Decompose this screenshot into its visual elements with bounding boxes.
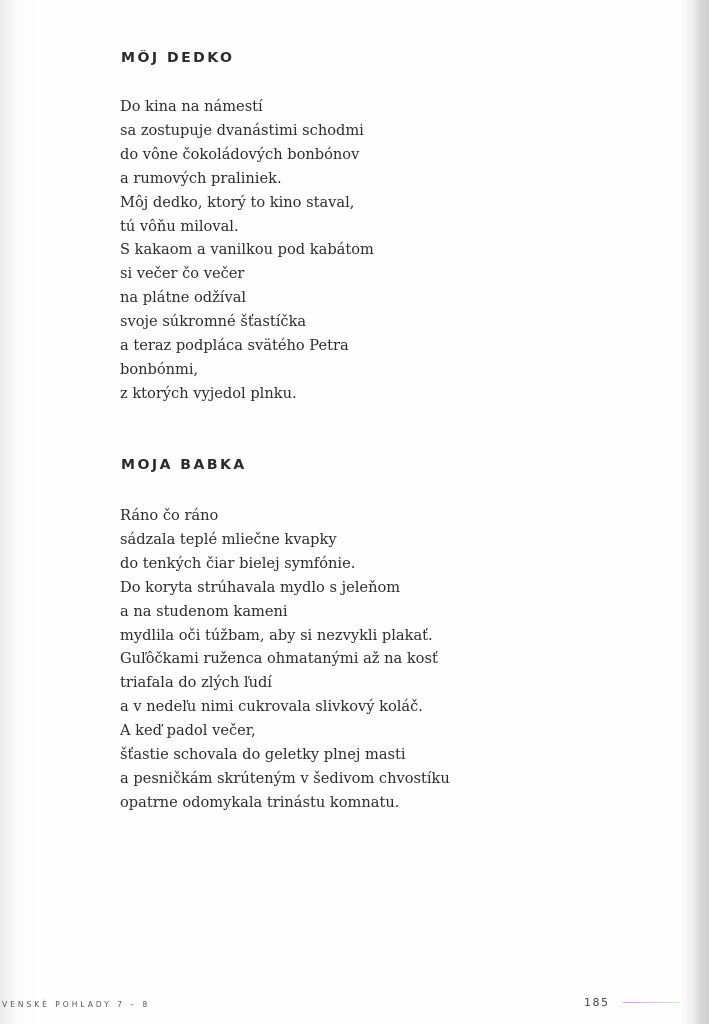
footer-rule — [623, 1002, 679, 1003]
poem-line: do tenkých čiar bielej symfónie. — [120, 554, 356, 572]
page-number: 185 — [584, 996, 610, 1009]
poem-title: MOJA BABKA — [121, 458, 247, 473]
poem-line: a na studenom kameni — [120, 602, 288, 620]
poem-body — [120, 504, 450, 815]
poem-line: S kakaom a vanilkou pod kabátom — [120, 241, 374, 259]
poem-line: sádzala teplé mliečne kvapky — [120, 530, 337, 548]
poem-line: Do kina na námestí — [120, 98, 263, 115]
poem-line: z ktorých vyjedol plnku. — [120, 384, 297, 402]
poem-line: a rumových praliniek. — [120, 169, 282, 187]
poem-line: opatrne odomykala trinástu komnatu. — [120, 793, 400, 811]
poem-line: Ráno čo ráno — [120, 507, 219, 524]
poem-line: si večer čo večer — [120, 265, 245, 283]
poem-line: šťastie schovala do geletky plnej masti — [120, 746, 406, 764]
poem-line: triafala do zlých ľudí — [120, 674, 272, 692]
poem-line: tú vôňu miloval. — [120, 217, 239, 235]
poem-line: a v nedeľu nimi cukrovala slivkový koláč. — [120, 698, 423, 716]
poem-line: Môj dedko, ktorý to kino staval, — [120, 193, 355, 211]
poem-line: a pesničkám skrúteným v šedivom chvostíku — [120, 769, 450, 787]
poem-line: bonbónmi, — [120, 360, 199, 378]
poem-line: svoje súkromné šťastíčka — [120, 313, 307, 331]
poem-line: mydlila oči túžbam, aby si nezvykli plakať. — [120, 626, 433, 644]
running-footer-publication: VENSKÉ POHLADY 7 – 8 — [2, 1000, 151, 1009]
poem-line: sa zostupuje dvanástimi schodmi — [120, 121, 364, 139]
poem-line: Do koryta strúhavala mydlo s jeleňom — [120, 578, 401, 596]
poem-line: do vône čokoládových bonbónov — [120, 145, 360, 163]
poem-title: MÔJ DEDKO — [121, 51, 235, 66]
poem-line: Guľôčkami ruženca ohmatanými až na kosť — [120, 650, 438, 668]
poem-line: na plátne odžíval — [120, 289, 247, 307]
poem-line: A keď padol večer, — [120, 722, 256, 740]
poem-body — [120, 95, 374, 406]
poem-line: a teraz podpláca svätého Petra — [120, 337, 349, 355]
